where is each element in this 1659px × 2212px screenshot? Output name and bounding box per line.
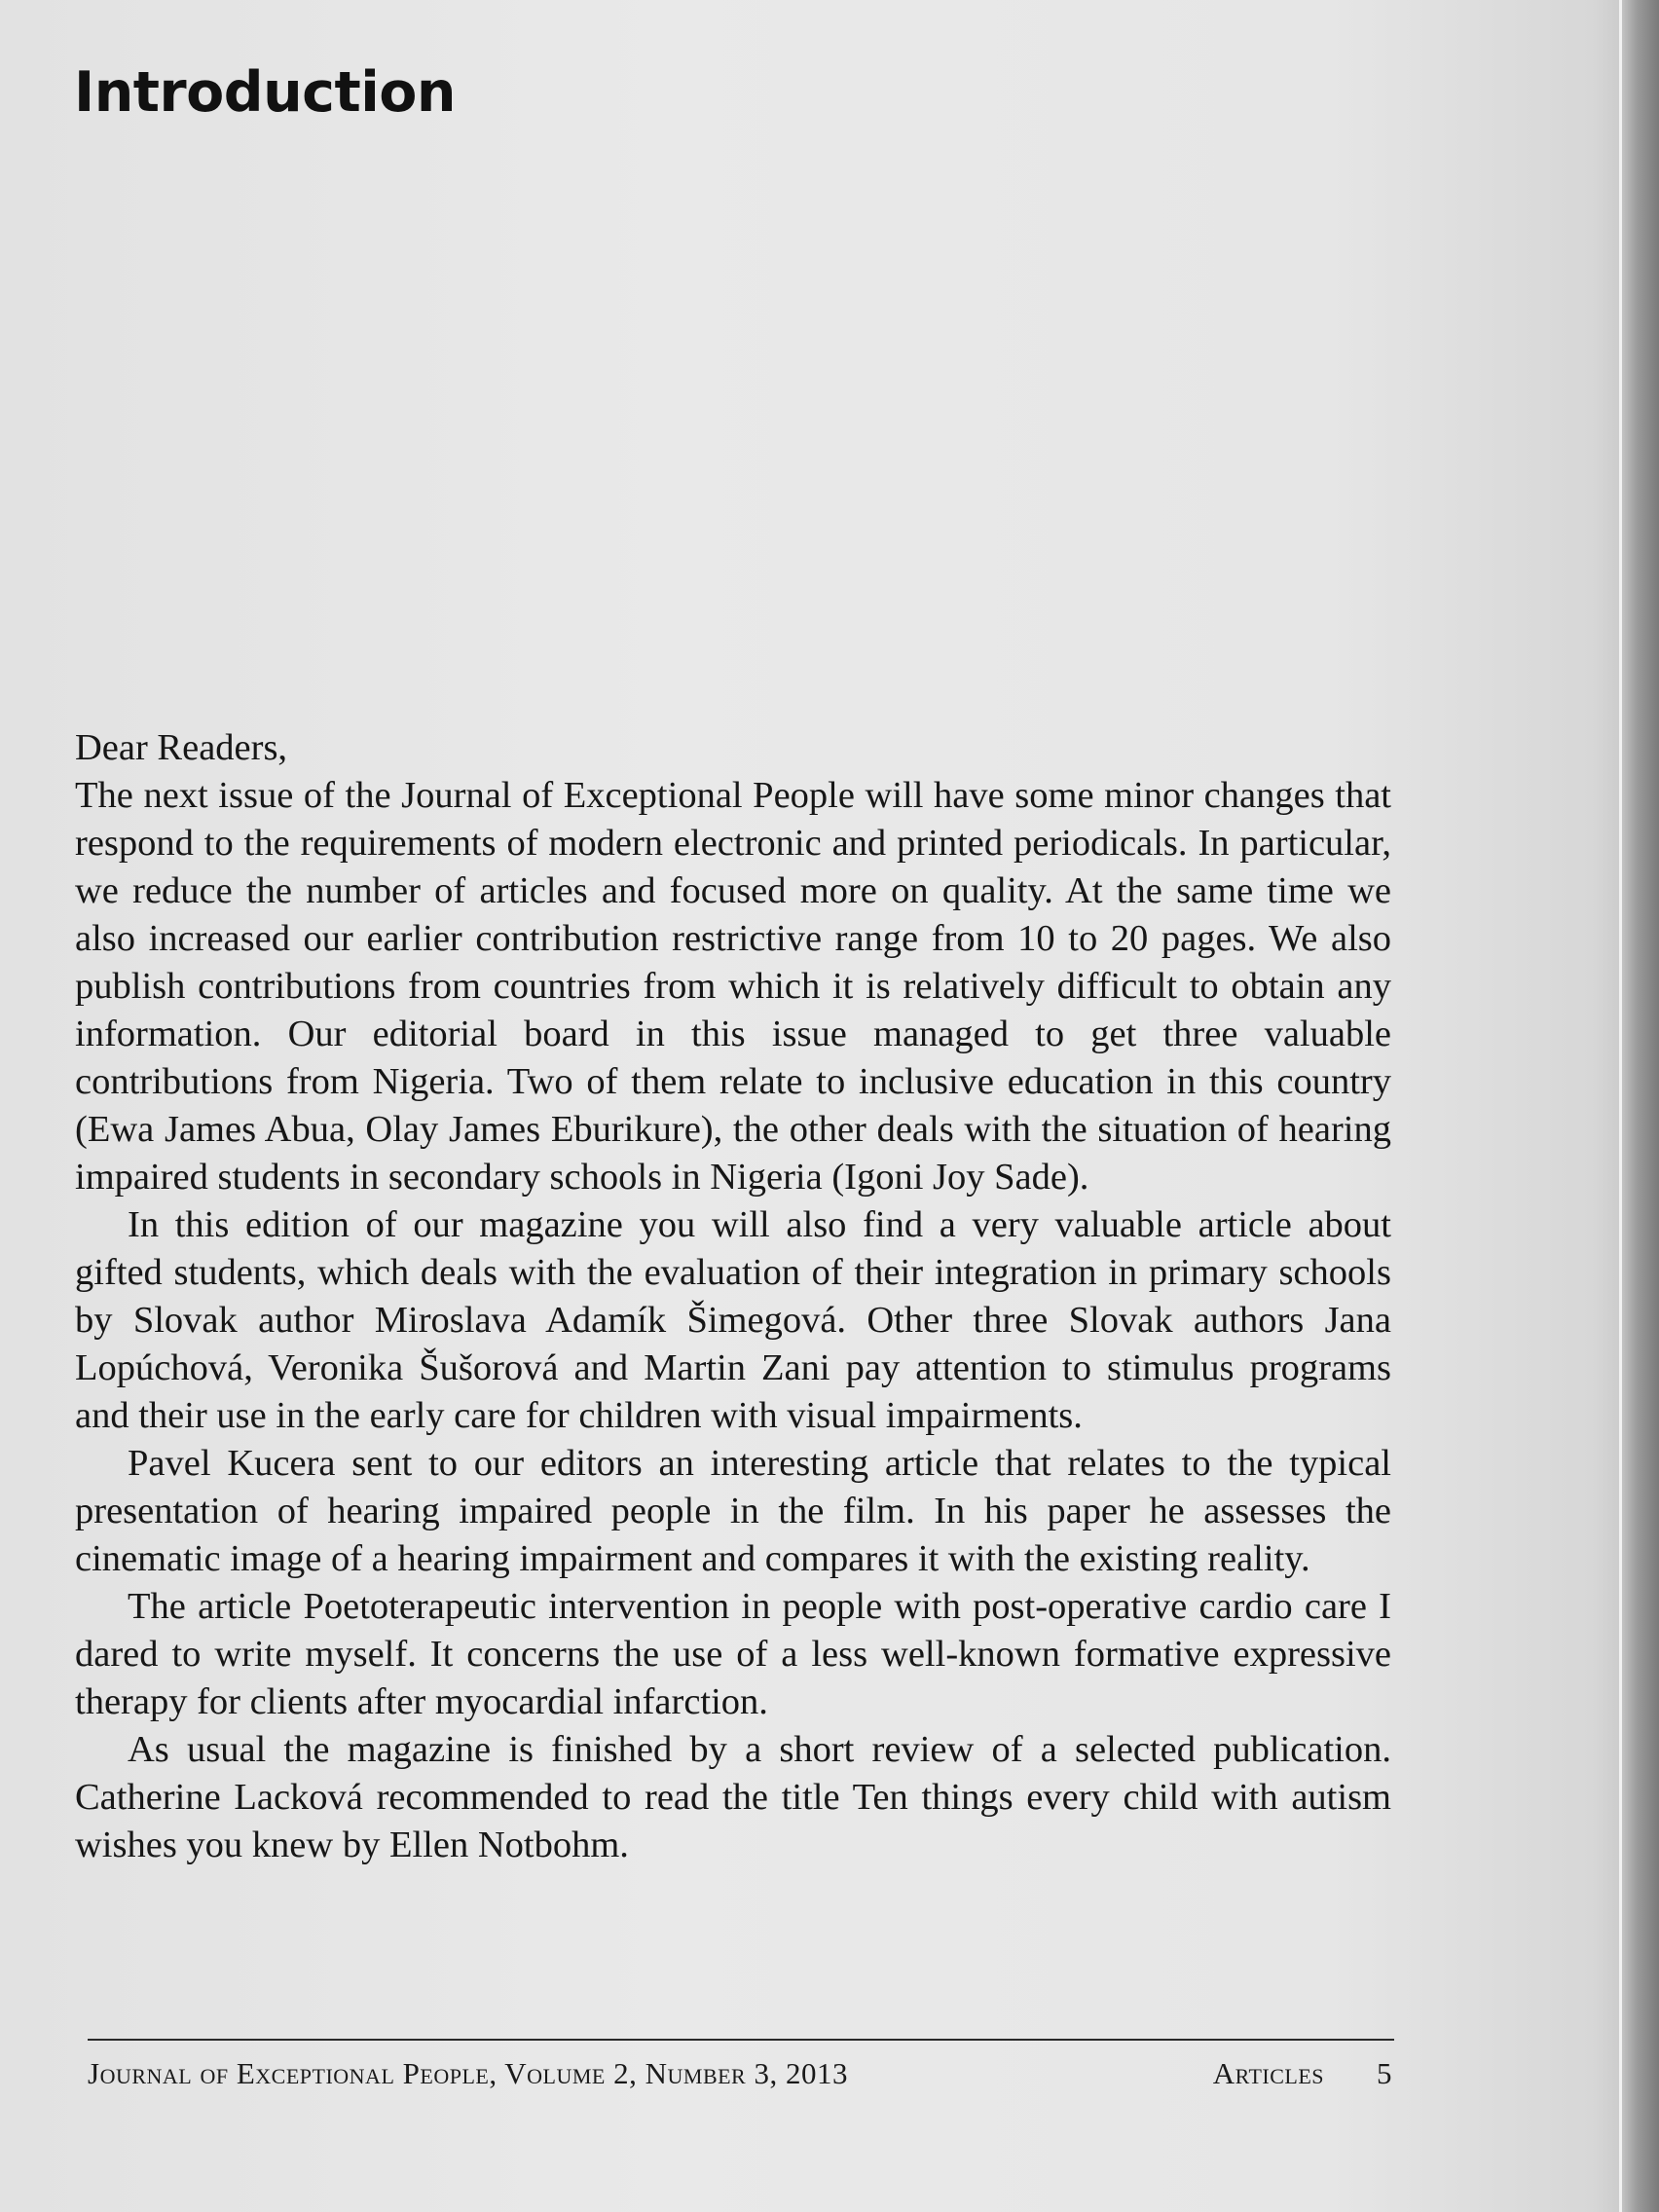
paragraph-2: In this edition of our magazine you will also find a very valuable article about gifted students, which deals with the evaluation of their integration in primary schools by Slovak author Miroslava Adamík Šimegová. Other three Slovak authors Jana Lopúchová, Veronika Šušorová and Martin Zani pay attention to stimulus programs and their use in the early care for children with visual impairments. [75,1204,1391,1436]
page-number: 5 [1377,2056,1392,2090]
page-edge-shadow [1620,0,1659,2212]
paragraph-3: Pavel Kucera sent to our editors an interesting article that relates to the typical presentation of hearing impaired people in the film. In his paper he assesses the cinematic image of a hearing impairment and compares it with the existing reality. [75,1443,1391,1579]
footer-divider [88,2039,1394,2041]
paragraph-5: As usual the magazine is finished by a short review of a selected publication. Catherine Lacková recommended to read the title Ten things every child with autism wishes you knew by Ellen Notbohm. [75,1729,1391,1865]
paragraph-4: The article Poetoterapeutic intervention in people with post-operative cardio care I dared to write myself. It concerns the use of a less well-known formative expressive therapy for clients after myocardial infarction. [75,1586,1391,1722]
body-text [75,724,1391,1869]
footer-journal-citation: Journal of Exceptional People, Volume 2, Number 3, 2013 [88,2056,848,2090]
salutation: Dear Readers, [75,727,288,768]
page-edge-highlight [1619,0,1622,2212]
footer-section-label: Articles [1212,2056,1324,2090]
page-title: Introduction [74,60,456,125]
paragraph-1: The next issue of the Journal of Exceptional People will have some minor changes that respond to the requirements of modern electronic and printed periodicals. In particular, we reduce the number of articles and focused more on quality. At the same time we also increased our earlier contribution restrictive range from 10 to 20 pages. We also publish contributions from countries from which it is relatively difficult to obtain any information. Our editorial board in this issue managed to get three valuable contributions from Nigeria. Two of them relate to inclusive education in this country (Ewa James Abua, Olay James Eburikure), the other deals with the situation of hearing impaired students in secondary schools in Nigeria (Igoni Joy Sade). [75,775,1391,1198]
